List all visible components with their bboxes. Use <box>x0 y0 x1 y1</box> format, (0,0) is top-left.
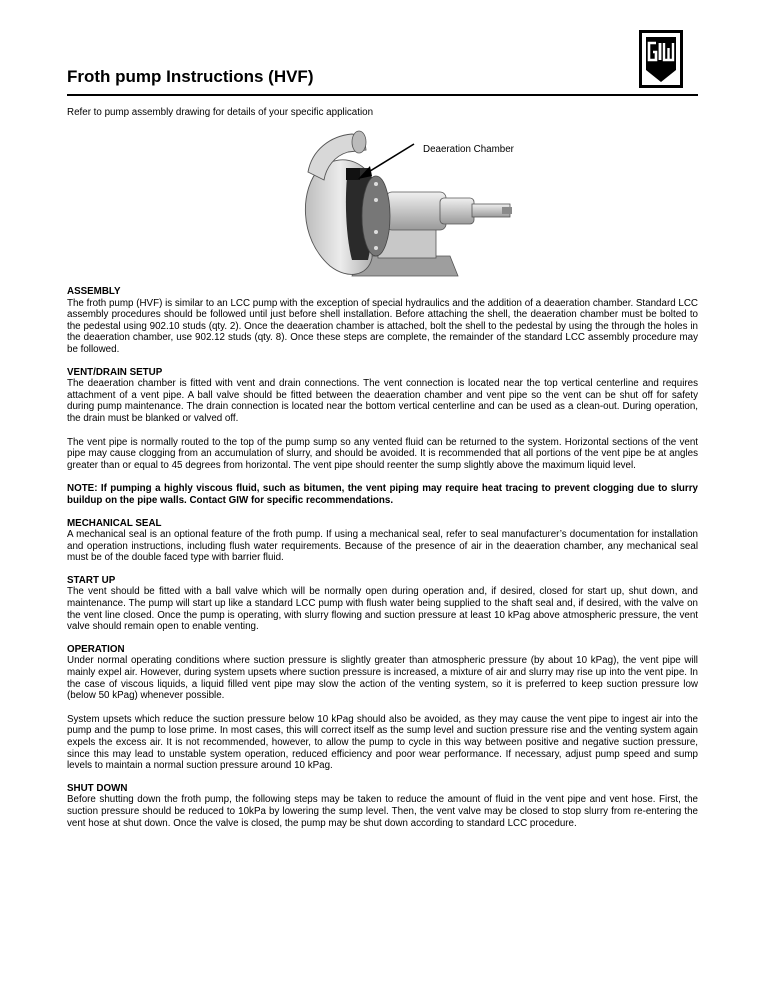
assembly-paragraph: The froth pump (HVF) is similar to an LCC pump with the exception of special hydraulics and the addition of a deaeration chamber. Standard LCC assembly procedures should be followed until just before shell installation. Before attaching the shell, the deaeration chamber must be bolted to the pedestal using 902.10 studs (qty. 2). Once the deaeration chamber is attached, bolt the shell to the pedestal by using the through the holes in the deaeration chamber, use 902.12 studs (qty. 8). Once these steps are complete, the remainder of the standard LCC assembly procedure may be followed. <box>67 297 698 355</box>
shut-down-heading: SHUT DOWN <box>67 782 128 794</box>
vent-note: NOTE: If pumping a highly viscous fluid, such as bitumen, the vent piping may require heat tracing to prevent clogging due to slurry buildup on the pipe walls. Contact GIW for specific recommendations. <box>67 483 698 506</box>
assembly-heading: ASSEMBLY <box>67 286 121 297</box>
vent-drain-heading: VENT/DRAIN SETUP <box>67 366 163 378</box>
page-title: Froth pump Instructions (HVF) <box>67 67 314 86</box>
vent-drain-paragraph-2: The vent pipe is normally routed to the top of the pump sump so any vented fluid can be returned to the system. Horizontal sections of the vent pipe may cause clogging from an accumulation of slurry, and should be avoided. It is recommended that all portions of the vent pipe be at angles greater than or equal to 45 degrees from horizontal. The vent pipe should reenter the sump slightly above the maximum liquid level. <box>67 436 698 471</box>
start-up-heading: START UP <box>67 574 116 586</box>
title-rule <box>67 94 698 96</box>
start-up-paragraph: The vent should be fitted with a ball valve which will be normally open during operation and, if desired, closed for start up, shut down, and maintenance. The pump will start up like a standard LCC pump with flush water being supplied to the shaft seal and, if desired, with the valve on the vent line closed. Once the pump is operating, with slurry flowing and suction pressure at least 10 kPag above atmospheric pressure, the vent valve should remain open to enable venting. <box>67 586 698 633</box>
mechanical-seal-paragraph: A mechanical seal is an optional feature of the froth pump. If using a mechanical seal, refer to seal manufacturer’s documentation for installation and operation instructions, including flush water requirements. Because of the presence of air in the deaeration chamber, any mechanical seal must be of the double faced type with barrier fluid. <box>67 529 698 564</box>
operation-paragraph-1: Under normal operating conditions where suction pressure is slightly greater than atmospheric pressure (by about 10 kPag), the vent pipe will mainly expel air. However, during system upsets where suction pressure is increased, a mixture of air and slurry may rise up into the vent pipe. In the case of viscous liquids, a liquid filled vent pipe may slow the action of the venting system, so it is preferred to keep suction pressure low (below 50 kPag) whenever possible. <box>67 655 698 702</box>
operation-paragraph-2: System upsets which reduce the suction pressure below 10 kPag should also be avoided, as they may cause the vent pipe to ingest air into the pump and the pump to lose prime. In most cases, this will correct itself as the sump level and suction pressure rise and the venting system again expels the excess air. It is not recommended, however, to allow the pump to cycle in this way between positive and negative suction pressure, since this may lead to unstable system operation, reduced efficiency and poor wear performance. If necessary, adjust pump speed and sump levels to maintain a normal suction pressure around 10 kPag. <box>67 713 698 772</box>
intro-text: Refer to pump assembly drawing for details of your specific application <box>67 107 374 118</box>
mechanical-seal-heading: MECHANICAL SEAL <box>67 517 162 529</box>
vent-drain-paragraph-1: The deaeration chamber is fitted with vent and drain connections. The vent connection is located near the top vertical centerline and requires attachment of a vent pipe. A ball valve should be fitted between the deaeration chamber and vent pipe so the vent can be shut off for safety during pump maintenance. The drain connection is located near the bottom vertical centerline and can be used as a clean-out. During operation, the drain must be blanked or valved off. <box>67 378 698 424</box>
operation-heading: OPERATION <box>67 643 125 655</box>
giw-logo <box>639 30 683 88</box>
instructions-body <box>67 286 698 829</box>
shut-down-paragraph: Before shutting down the froth pump, the following steps may be taken to reduce the amount of fluid in the vent pipe and vent hose. First, the suction pressure should be reduced to 10kPa by lowering the sump level. Then, the vent valve may be closed to stop slurry from re-entering the vent hose at shut down. Once the valve is closed, the pump may be shut down according to standard LCC procedure. <box>67 794 698 829</box>
deaeration-chamber-callout: Deaeration Chamber <box>423 144 514 155</box>
